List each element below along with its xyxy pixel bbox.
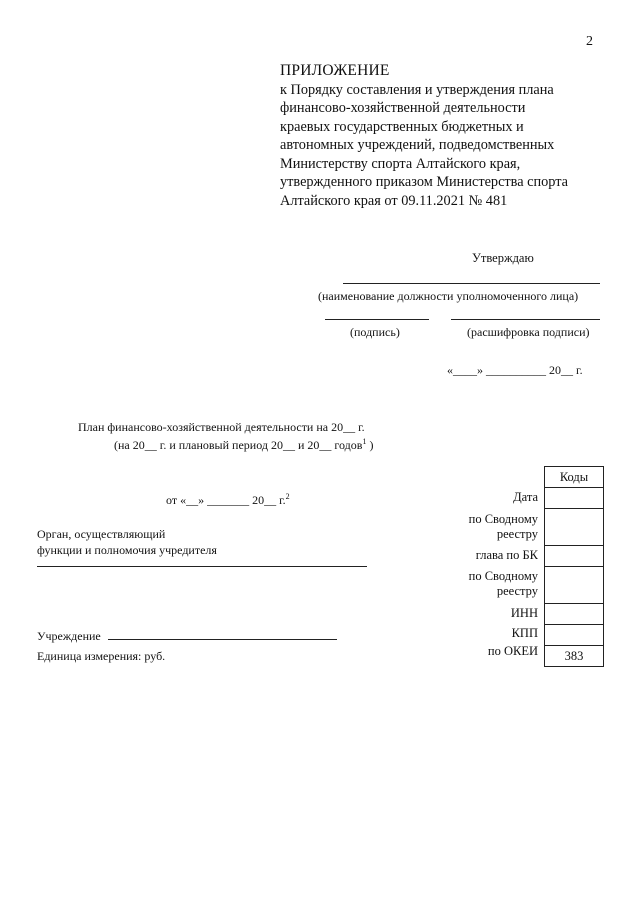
appendix-line: краевых государственных бюджетных и xyxy=(280,118,524,135)
signature-caption: (подпись) xyxy=(350,325,400,339)
page-number: 2 xyxy=(586,34,593,49)
organ-label-line2: функции и полномочия учредителя xyxy=(37,543,217,557)
row-label-date: Дата xyxy=(513,490,538,504)
organ-label-line1: Орган, осуществляющий xyxy=(37,527,166,541)
row-label-registry-2: по Сводному реестру xyxy=(468,569,538,598)
plan-title-line1: План финансово-хозяйственной деятельности на 20__ г. xyxy=(78,420,365,434)
appendix-heading: ПРИЛОЖЕНИЕ xyxy=(280,62,390,79)
code-cell-kpp xyxy=(545,625,604,646)
appendix-block xyxy=(280,62,600,210)
row-label-budget-chapter: глава по БК xyxy=(475,548,538,562)
appendix-line: к Порядку составления и утверждения плана xyxy=(280,81,554,98)
position-line xyxy=(343,283,600,284)
row-label-inn: ИНН xyxy=(510,606,538,620)
appendix-line: Алтайского края от 09.11.2021 № 481 xyxy=(280,192,508,209)
row-label-okei: по ОКЕИ xyxy=(487,644,538,658)
appendix-line: Министерству спорта Алтайского края, xyxy=(280,155,521,172)
plan-title-line2: (на 20__ г. и плановый период 20__ и 20__ годов$^1$ ) xyxy=(114,437,374,452)
appendix-line: утвержденного приказом Министерства спорта xyxy=(280,174,569,190)
position-caption: (наименование должности уполномоченного лица) xyxy=(318,289,579,303)
footnote-marker: 2 xyxy=(285,492,290,501)
institution-input-line xyxy=(108,639,337,640)
codes-header: Коды xyxy=(545,467,604,488)
appendix-line: автономных учреждений, подведомственных xyxy=(280,137,555,153)
approval-date-line: «____» __________ 20__ г. xyxy=(447,363,583,377)
code-cell-inn xyxy=(545,604,604,625)
decoding-caption: (расшифровка подписи) xyxy=(467,325,590,339)
appendix-line: финансово-хозяйственной деятельности xyxy=(280,100,526,116)
approval-title: Утверждаю xyxy=(472,251,534,265)
code-cell-registry xyxy=(545,509,604,546)
code-cell-okei: 383 xyxy=(545,646,604,667)
codes-table xyxy=(544,466,604,667)
institution-label: Учреждение xyxy=(37,629,101,643)
plan-date-line: от «__» _______ 20__ г.$^2$ xyxy=(166,492,290,507)
code-cell-registry-2 xyxy=(545,567,604,604)
code-cell-date xyxy=(545,488,604,509)
footnote-marker: 1 xyxy=(362,437,367,446)
organ-input-line xyxy=(37,566,367,567)
unit-label: Единица измерения: руб. xyxy=(37,649,166,663)
signature-line xyxy=(325,319,429,320)
row-label-registry: по Сводному реестру xyxy=(468,512,538,541)
decoding-line xyxy=(451,319,600,320)
code-cell-budget-chapter xyxy=(545,546,604,567)
row-label-kpp: КПП xyxy=(511,626,538,640)
